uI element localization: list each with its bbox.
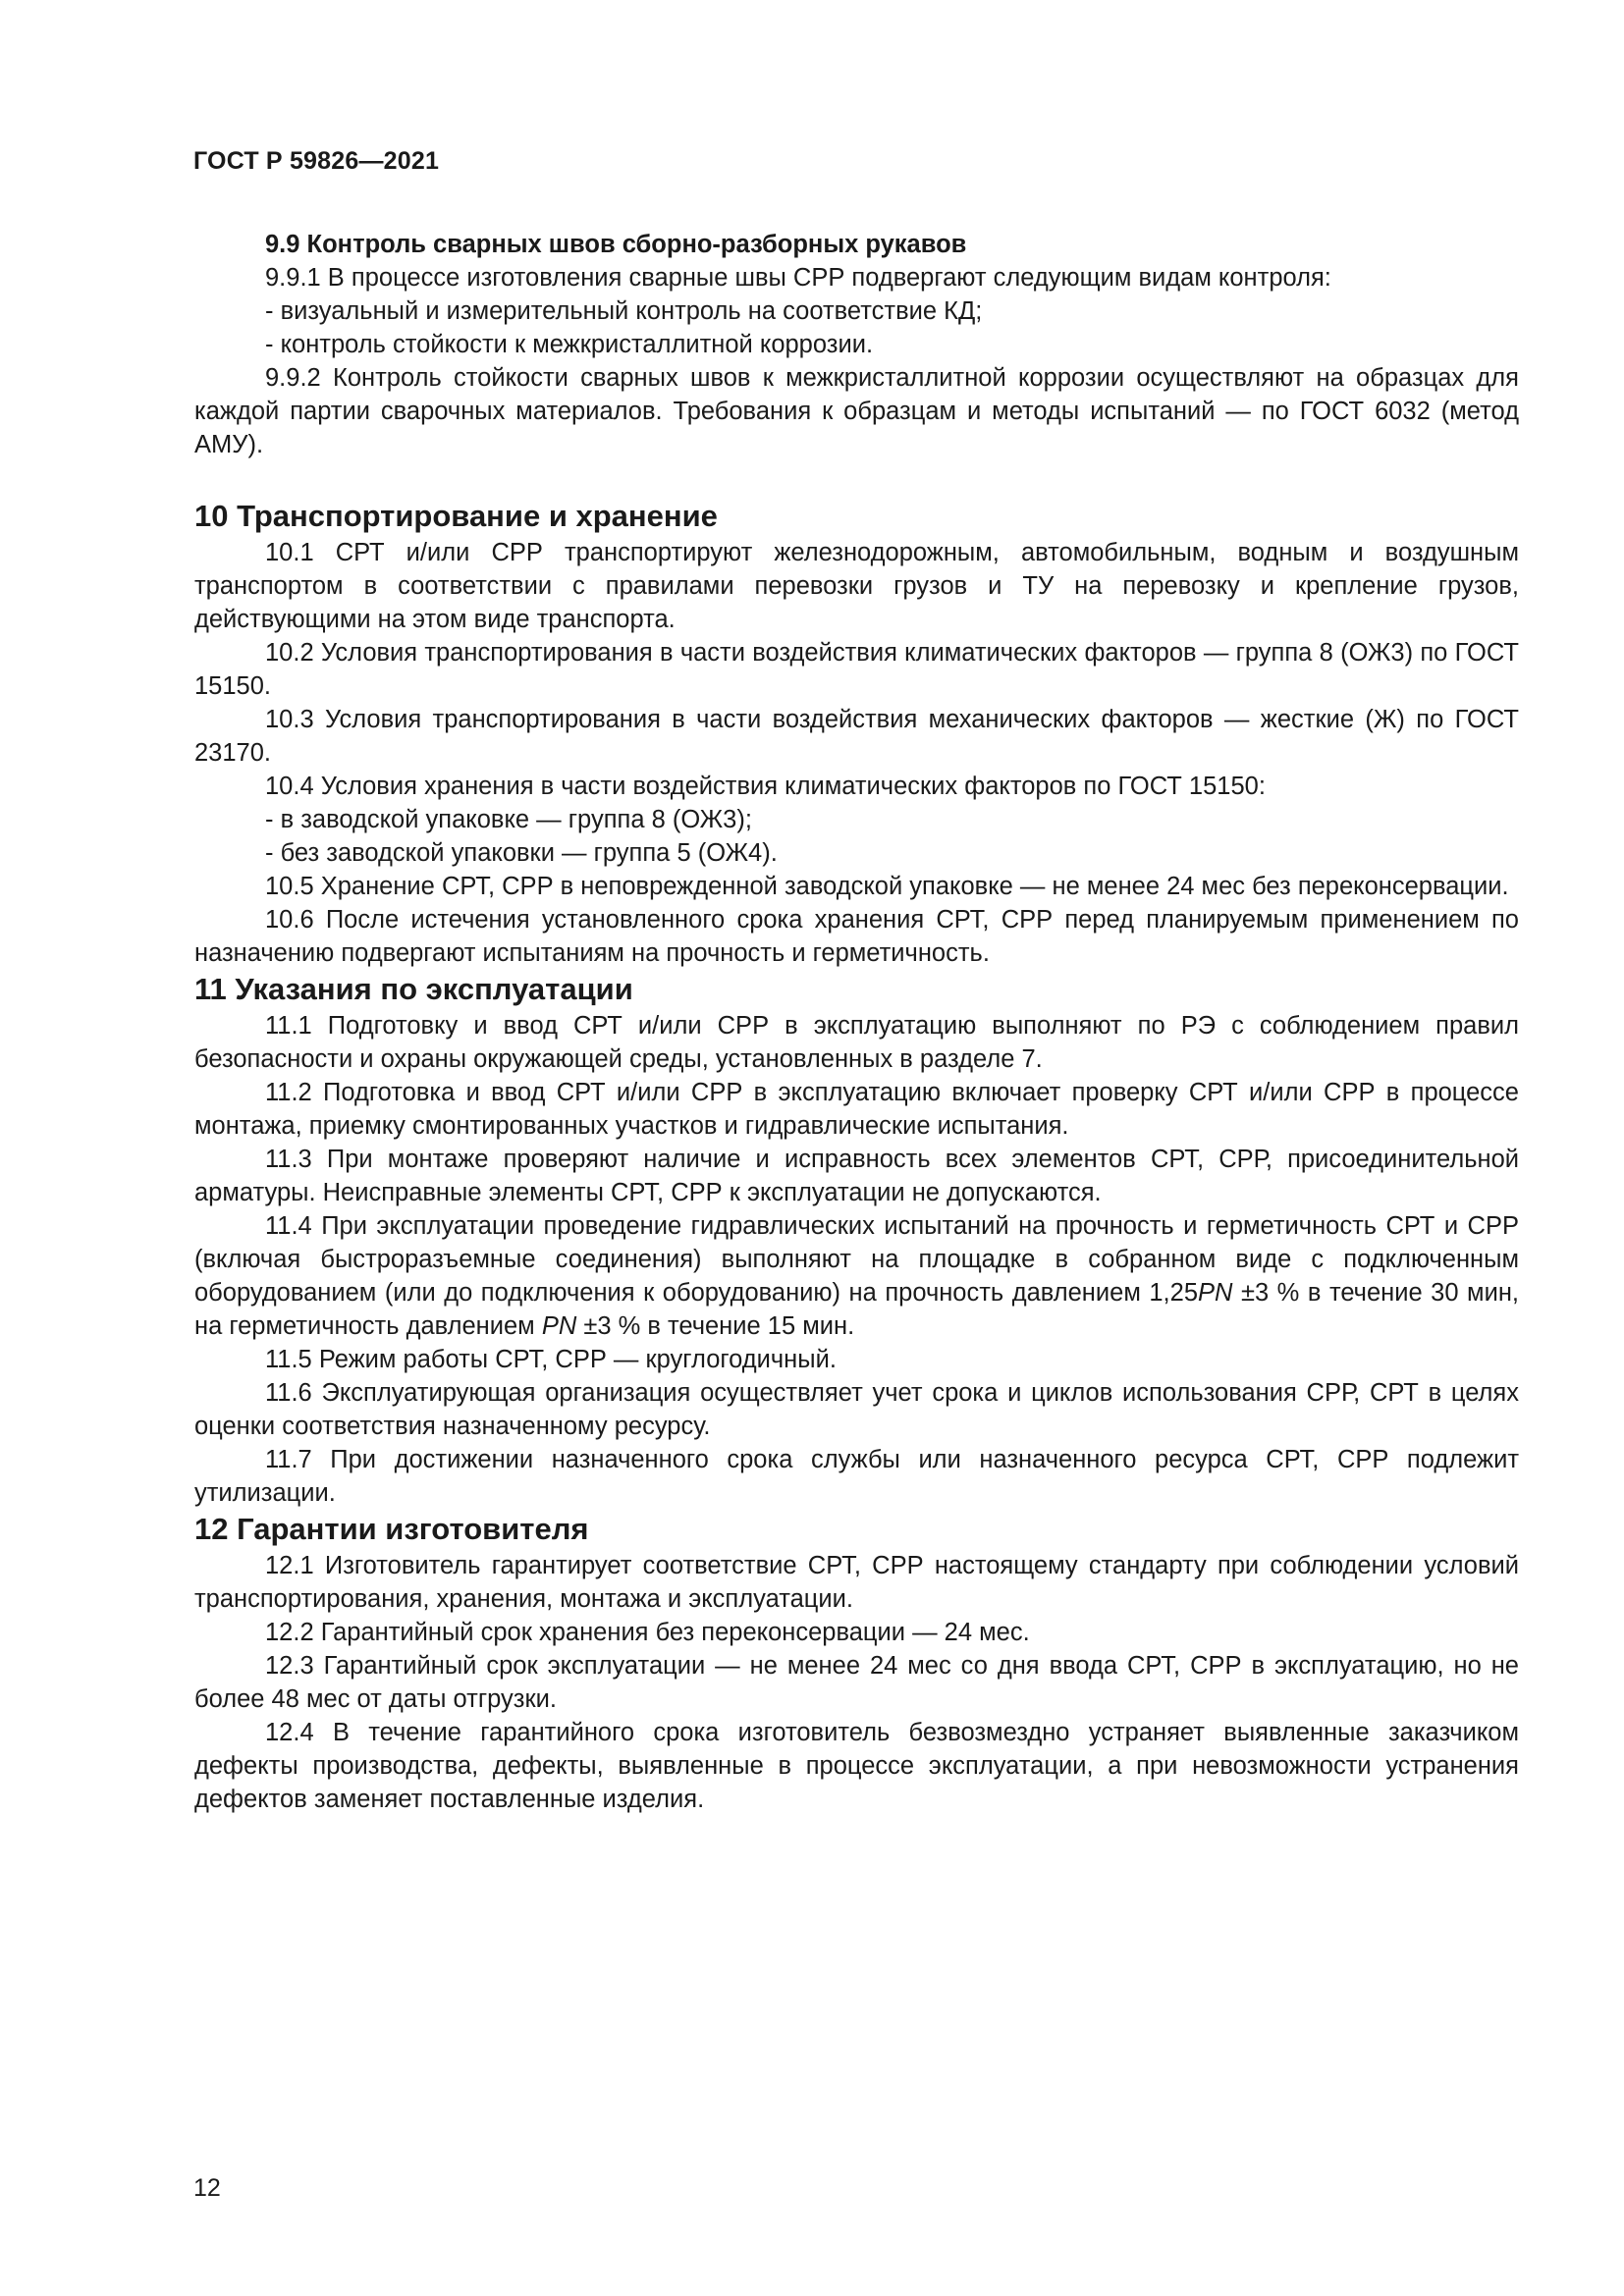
paragraph-11-5: 11.5 Режим работы СРТ, СРР — круглогодичный.	[265, 1346, 837, 1373]
paragraph-10-1: 10.1 СРТ и/или СРР транспортируют железнодорожным, автомобильным, водным и воздушным транспортом в соответствии с правилами перевозки грузов и ТУ на перевозку и крепление грузов, действующими на этом виде транспорта.	[194, 539, 1519, 633]
paragraph-9-9-1: 9.9.1 В процессе изготовления сварные швы СРР подвергают следующим видам контроля:	[265, 264, 1331, 292]
paragraph-11-1: 11.1 Подготовку и ввод СРТ и/или СРР в эксплуатацию выполняют по РЭ с соблюдением правил безопасности и охраны окружающей среды, установленных в разделе 7.	[194, 1012, 1519, 1073]
paragraph-12-3: 12.3 Гарантийный срок эксплуатации — не менее 24 мес со дня ввода СРТ, СРР в эксплуатацию, но не более 48 мес от даты отгрузки.	[194, 1652, 1519, 1713]
page-number: 12	[193, 2174, 221, 2202]
list-item: - контроль стойкости к межкристаллитной коррозии.	[265, 331, 874, 358]
pn-symbol: PN	[541, 1312, 577, 1340]
paragraph-11-3: 11.3 При монтаже проверяют наличие и исправность всех элементов СРТ, СРР, присоединительной арматуры. Неисправные элементы СРТ, СРР к эксплуатации не допускаются.	[194, 1146, 1519, 1206]
list-item: - в заводской упаковке — группа 8 (ОЖ3);	[265, 806, 752, 833]
paragraph-11-2: 11.2 Подготовка и ввод СРТ и/или СРР в эксплуатацию включает проверку СРТ и/или СРР в процессе монтажа, приемку смонтированных участков и гидравлические испытания.	[194, 1079, 1519, 1140]
paragraph-11-4-part-a: 11.4 При эксплуатации проведение гидравлических испытаний на прочность и герметичность СРТ и СРР (включая быстроразъемные соединения) выполняют на площадке в собранном виде с подключенным оборудованием (или до подключения к оборудованию) на прочность давлением 1,25	[194, 1212, 1519, 1307]
paragraph-12-4: 12.4 В течение гарантийного срока изготовитель безвозмездно устраняет выявленные заказчиком дефекты производства, дефекты, выявленные в процессе эксплуатации, а при невозможности устранения дефектов заменяет поставленные изделия.	[194, 1719, 1519, 1813]
list-item: - без заводской упаковки — группа 5 (ОЖ4).	[265, 839, 778, 867]
list-item: - визуальный и измерительный контроль на соответствие КД;	[265, 297, 983, 325]
section-12-title: 12 Гарантии изготовителя	[194, 1512, 589, 1546]
subsection-9-9-title: 9.9 Контроль сварных швов сборно-разборных рукавов	[265, 231, 967, 258]
paragraph-10-6: 10.6 После истечения установленного срока хранения СРТ, СРР перед планируемым применением по назначению подвергают испытаниям на прочность и герметичность.	[194, 906, 1519, 967]
paragraph-11-7: 11.7 При достижении назначенного срока службы или назначенного ресурса СРТ, СРР подлежит утилизации.	[194, 1446, 1519, 1507]
paragraph-11-6: 11.6 Эксплуатирующая организация осуществляет учет срока и циклов использования СРР, СРТ в целях оценки соответствия назначенному ресурсу.	[194, 1379, 1519, 1440]
section-11-title: 11 Указания по эксплуатации	[194, 972, 633, 1006]
paragraph-12-1: 12.1 Изготовитель гарантирует соответствие СРТ, СРР настоящему стандарту при соблюдении условий транспортирования, хранения, монтажа и эксплуатации.	[194, 1552, 1519, 1613]
paragraph-10-4: 10.4 Условия хранения в части воздействия климатических факторов по ГОСТ 15150:	[265, 773, 1266, 800]
paragraph-9-9-2: 9.9.2 Контроль стойкости сварных швов к межкристаллитной коррозии осуществляют на образцах для каждой партии сварочных материалов. Требования к образцам и методы испытаний — по ГОСТ 6032 (метод АМУ).	[194, 364, 1519, 458]
pn-symbol: PN	[1198, 1279, 1233, 1307]
paragraph-11-4-part-b: ±3 % в течение 30 мин, на герметичность давлением	[194, 1279, 1519, 1340]
paragraph-10-3: 10.3 Условия транспортирования в части воздействия механических факторов — жесткие (Ж) по ГОСТ 23170.	[194, 706, 1519, 767]
paragraph-12-2: 12.2 Гарантийный срок хранения без переконсервации — 24 мес.	[265, 1619, 1030, 1646]
document-body	[194, 228, 1519, 1816]
paragraph-10-2: 10.2 Условия транспортирования в части воздействия климатических факторов — группа 8 (ОЖ3) по ГОСТ 15150.	[194, 639, 1519, 700]
paragraph-11-4	[194, 1209, 1519, 1343]
paragraph-11-4-part-c: ±3 % в течение 15 мин.	[576, 1312, 855, 1340]
paragraph-10-5: 10.5 Хранение СРТ, СРР в неповрежденной заводской упаковке — не менее 24 мес без переконсервации.	[265, 873, 1509, 900]
section-10-title: 10 Транспортирование и хранение	[194, 499, 718, 533]
document-code-header: ГОСТ Р 59826—2021	[193, 147, 440, 175]
